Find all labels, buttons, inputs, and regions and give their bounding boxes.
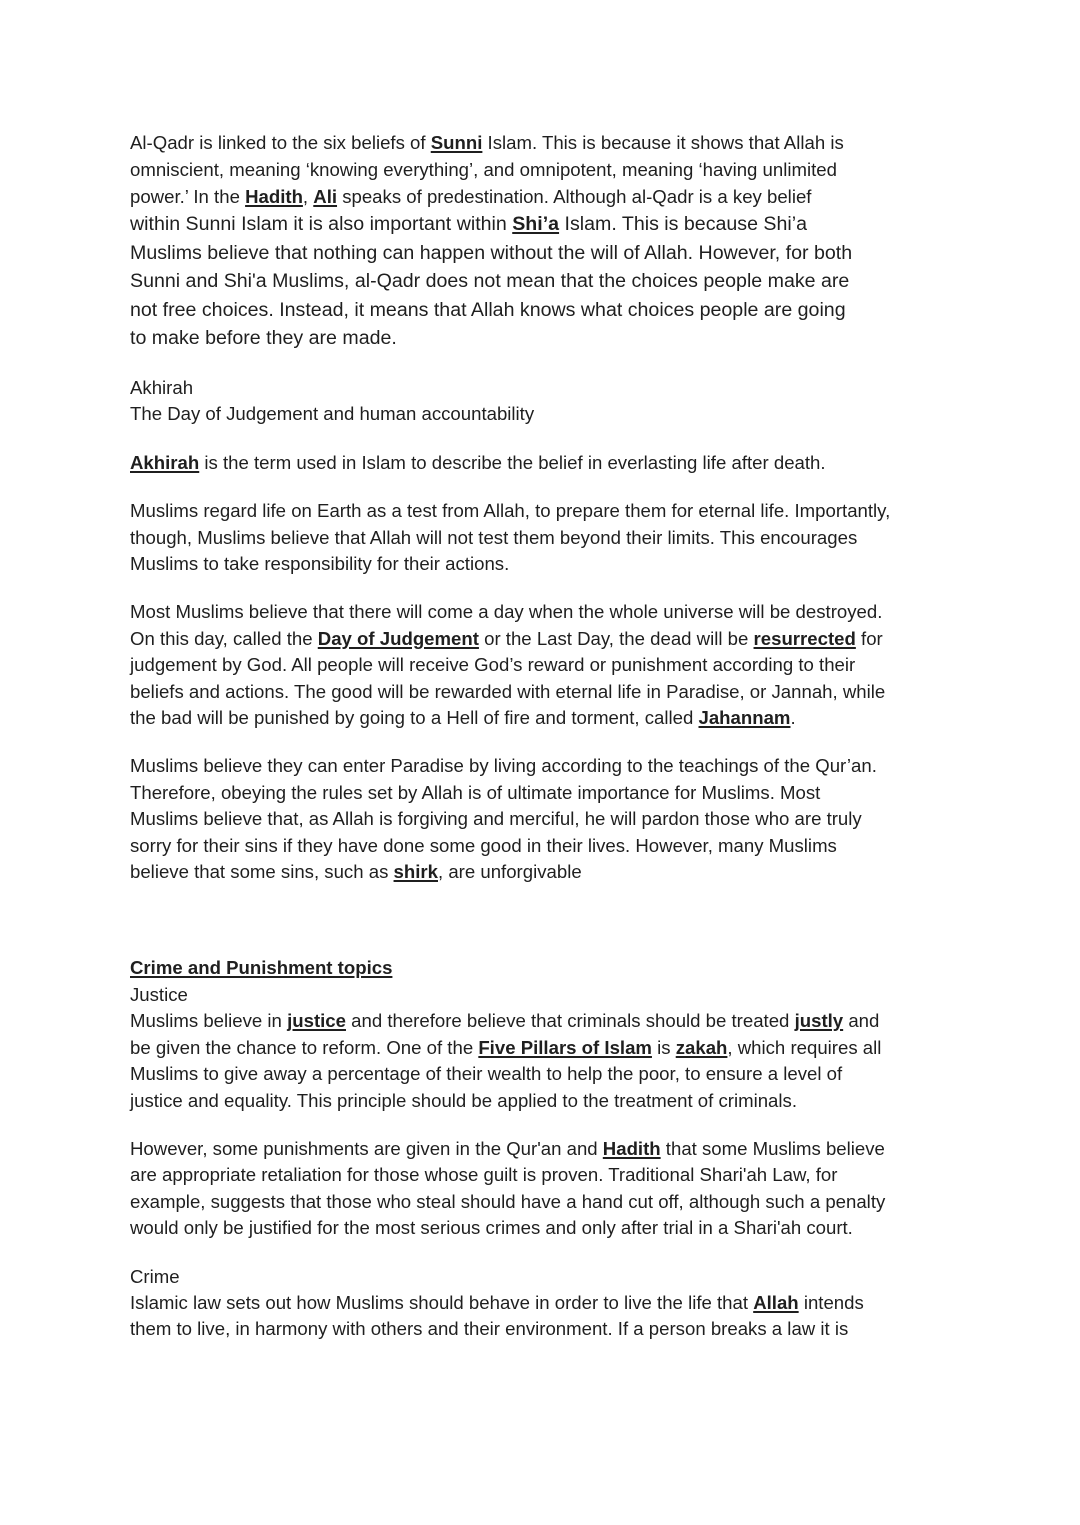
text-line <box>130 525 960 551</box>
text-line <box>130 1035 960 1061</box>
text-run: Most Muslims believe that there will come a day when the whole universe will be destroyed. <box>130 601 883 623</box>
text-run: Muslims to give away a percentage of their wealth to help the poor, to ensure a level of <box>130 1063 843 1085</box>
text-run: speaks of predestination. Although al-Qadr is a key belief <box>337 186 812 207</box>
text-line <box>130 296 960 325</box>
text-run: , are unforgivable <box>438 861 582 883</box>
text-line <box>130 626 960 652</box>
punishments-paragraph <box>130 1136 960 1242</box>
text-run: Muslims to take responsibility for their actions. <box>130 553 510 574</box>
text-line <box>130 1290 960 1316</box>
text-run: Muslims believe that, as Allah is forgiving and merciful, he will pardon those who are truly <box>130 808 862 830</box>
text-run: Islamic law sets out how Muslims should behave in order to live the life that <box>130 1291 754 1313</box>
text-run: However, some punishments are given in the Qur'an and <box>130 1137 603 1159</box>
akhirah-heading: Akhirah <box>130 376 194 398</box>
text-run: Islam. This is because Shi’a <box>559 213 807 235</box>
text-line <box>130 210 960 239</box>
entering-paradise-paragraph <box>130 753 960 885</box>
text-run: , <box>302 186 314 207</box>
keyword-term: Day of Judgement <box>317 627 479 649</box>
crime-heading: Crime <box>130 1265 180 1287</box>
text-run: that some Muslims believe <box>660 1137 885 1159</box>
justice-paragraph <box>130 1008 960 1114</box>
text-line <box>130 450 960 476</box>
text-run: intends <box>798 1291 864 1313</box>
text-line <box>130 1215 960 1241</box>
text-run: Muslims regard life on Earth as a test from Allah, to prepare them for eternal life. Importantly, <box>130 500 891 522</box>
text-line <box>130 1088 960 1114</box>
keyword-term: Allah <box>753 1291 799 1313</box>
keyword-term: Five Pillars of Islam <box>478 1036 652 1058</box>
text-run: is the term used in Islam to describe the belief in everlasting life after death. <box>199 451 826 473</box>
text-run: Muslims believe that nothing can happen without the will of Allah. However, for both <box>130 241 853 264</box>
text-run: the bad will be punished by going to a Hell of fire and torment, called <box>130 707 699 729</box>
text-line <box>130 679 960 705</box>
text-line <box>130 806 960 832</box>
keyword-term: Hadith <box>602 1137 661 1159</box>
text-line <box>130 753 960 779</box>
text-run: within Sunni Islam it is also important within <box>130 213 513 235</box>
keyword-term: resurrected <box>753 627 856 649</box>
text-run: omniscient, meaning ‘knowing everything’, and omnipotent, meaning ‘having unlimited <box>130 159 837 180</box>
text-line <box>130 859 960 885</box>
text-run: justice and equality. This principle should be applied to the treatment of criminals. <box>130 1089 797 1111</box>
text-run: be given the chance to reform. One of the <box>130 1036 479 1058</box>
text-line <box>130 705 960 731</box>
akhirah-subheading: The Day of Judgement and human accountability <box>130 403 535 425</box>
text-line <box>130 1189 960 1215</box>
text-line <box>130 1162 960 1188</box>
crime-section-title: Crime and Punishment topics <box>130 957 393 979</box>
text-line <box>130 652 960 678</box>
keyword-term: justly <box>794 1010 844 1032</box>
text-run: believe that some sins, such as <box>130 861 394 883</box>
text-line <box>130 780 960 806</box>
keyword-term: justice <box>287 1010 346 1032</box>
text-line <box>130 1136 960 1162</box>
keyword-term: Shi’a <box>512 213 560 235</box>
islamic-law-paragraph <box>130 1290 960 1343</box>
text-run: would only be justified for the most serious crimes and only after trial in a Shari'ah court. <box>130 1217 853 1239</box>
text-run: . <box>790 707 796 729</box>
text-run: for <box>855 627 883 649</box>
keyword-term: zakah <box>675 1036 728 1058</box>
text-run: not free choices. Instead, it means that Allah knows what choices people are going <box>130 298 846 321</box>
text-run: Muslims believe in <box>130 1010 288 1032</box>
text-run: Therefore, obeying the rules set by Allah is of ultimate importance for Muslims. Most <box>130 781 821 803</box>
text-run: them to live, in harmony with others and their environment. If a person breaks a law it is <box>130 1318 849 1340</box>
text-run: to make before they are made. <box>130 327 397 350</box>
text-run: beliefs and actions. The good will be rewarded with eternal life in Paradise, or Jannah, while <box>130 680 886 702</box>
keyword-term: Jahannam <box>698 707 791 729</box>
keyword-term: Akhirah <box>130 451 200 473</box>
justice-heading: Justice <box>130 983 188 1005</box>
text-line <box>130 599 960 625</box>
text-run: Muslims believe they can enter Paradise by living according to the teachings of the Qur’an. <box>130 755 877 777</box>
text-line <box>130 129 960 156</box>
text-line <box>130 324 960 353</box>
text-run: Sunni and Shi'a Muslims, al-Qadr does not mean that the choices people make are <box>130 270 850 293</box>
day-of-judgement-paragraph <box>130 599 960 731</box>
text-line <box>130 1316 960 1342</box>
text-run: though, Muslims believe that Allah will not test them beyond their limits. This encourages <box>130 526 858 548</box>
document-page <box>130 129 960 1343</box>
text-run: and <box>843 1010 880 1032</box>
text-run: judgement by God. All people will receive God’s reward or punishment according to their <box>130 654 856 676</box>
text-line <box>130 156 960 183</box>
text-line <box>130 833 960 859</box>
text-line <box>130 498 960 524</box>
text-run: Al-Qadr is linked to the six beliefs of <box>130 132 431 153</box>
keyword-term: shirk <box>393 861 438 883</box>
text-run: , which requires all <box>727 1036 882 1058</box>
text-line <box>130 183 960 210</box>
text-line <box>130 1061 960 1087</box>
text-line <box>130 1008 960 1034</box>
keyword-term: Sunni <box>430 132 483 153</box>
text-run: power.’ In the <box>130 186 246 207</box>
text-run: or the Last Day, the dead will be <box>478 627 754 649</box>
text-run: Islam. This is because it shows that Allah is <box>482 132 844 153</box>
text-run: sorry for their sins if they have done some good in their lives. However, many Muslims <box>130 834 837 856</box>
text-run: On this day, called the <box>130 627 318 649</box>
akhirah-definition-paragraph <box>130 450 960 476</box>
keyword-term: Ali <box>313 186 338 207</box>
text-line <box>130 551 960 577</box>
text-run: is <box>651 1036 676 1058</box>
text-run: are appropriate retaliation for those whose guilt is proven. Traditional Shari'ah Law, for <box>130 1164 838 1186</box>
life-as-test-paragraph <box>130 498 960 577</box>
text-line <box>130 267 960 296</box>
text-line <box>130 239 960 268</box>
intro-paragraph <box>130 129 960 353</box>
text-run: example, suggests that those who steal should have a hand cut off, although such a penalty <box>130 1190 886 1212</box>
text-run: and therefore believe that criminals should be treated <box>345 1010 795 1032</box>
keyword-term: Hadith <box>245 186 303 207</box>
